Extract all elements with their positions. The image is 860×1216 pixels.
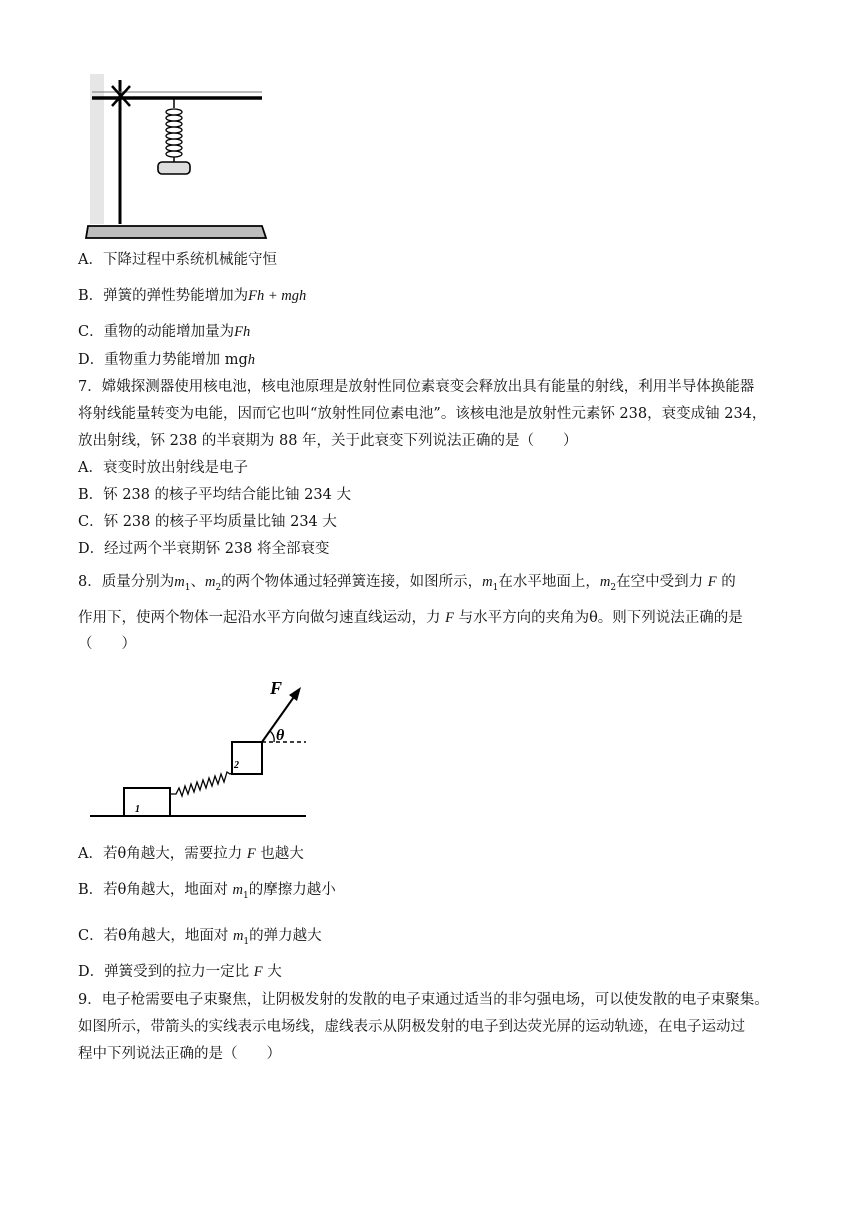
spring-blocks-figure bbox=[84, 670, 314, 828]
q8-option-c-text-2: 的弹力越大 bbox=[249, 928, 322, 944]
q7-option-b: B．钚 238 的核子平均结合能比铀 234 大 bbox=[78, 487, 351, 503]
q6-option-b-formula: Fh + mgh bbox=[248, 288, 307, 304]
q8-m1-symbol: m bbox=[174, 574, 185, 590]
q7-stem-line-2: 将射线能量转变为电能，因而它也叫“放射性同位素电池”。该核电池是放射性元素钚 238，衰变成铀 234， bbox=[78, 406, 767, 422]
q8-option-d-force: F bbox=[253, 964, 263, 980]
q8-stem-text-6: 的 bbox=[721, 574, 736, 590]
q8-option-c bbox=[78, 926, 322, 952]
q8-stem-text-7: 作用下，使两个物体一起沿水平方向做匀速直线运动，力 bbox=[78, 610, 441, 626]
q8-option-b-text: B．若θ角越大，地面对 bbox=[78, 882, 228, 898]
q8-option-a bbox=[78, 844, 304, 864]
q6-option-c-formula: Fh bbox=[234, 324, 251, 340]
q8-option-a-force: F bbox=[246, 846, 256, 862]
q7-option-a: A．衰变时放出射线是电子 bbox=[78, 460, 248, 476]
q9-stem-line-3: 程中下列说法正确的是（ ） bbox=[78, 1046, 281, 1062]
q8-stem-line-1 bbox=[78, 572, 736, 598]
q8-stem-text-3: 的两个物体通过轻弹簧连接，如图所示， bbox=[221, 574, 483, 590]
q8-m1-subscript-b: 1 bbox=[492, 582, 499, 593]
q8-m1-symbol-b: m bbox=[482, 574, 493, 590]
q6-option-b-text: B．弹簧的弹性势能增加为 bbox=[78, 288, 249, 304]
q6-option-d-formula: h bbox=[247, 352, 256, 368]
q8-force-symbol-b: F bbox=[445, 610, 454, 626]
q8-m2-subscript: 2 bbox=[215, 582, 222, 593]
q8-option-b-mass: m bbox=[232, 882, 243, 898]
q8-stem-text-5: 在空中受到力 bbox=[616, 574, 704, 590]
q8-option-a-text: A．若θ角越大，需要拉力 bbox=[78, 846, 243, 862]
q8-stem-line-2 bbox=[78, 608, 743, 628]
q8-m2-symbol: m bbox=[204, 574, 216, 590]
q8-m2-subscript-b: 2 bbox=[610, 582, 617, 593]
q9-stem-line-1: 9．电子枪需要电子束聚焦，让阴极发射的发散的电子束通过适当的非匀强电场，可以使发散的电子束聚集。 bbox=[78, 992, 769, 1008]
q8-option-b-subscript: 1 bbox=[242, 890, 249, 901]
q8-option-d-text: D．弹簧受到的拉力一定比 bbox=[78, 964, 250, 980]
q7-stem-line-1: 7．嫦娥探测器使用核电池，核电池原理是放射性同位素衰变会释放出具有能量的射线，利用半导体换能器 bbox=[78, 379, 755, 395]
q8-stem-text-4: 在水平地面上， bbox=[498, 574, 600, 590]
q6-option-c bbox=[78, 322, 250, 342]
fig-force-label: F bbox=[270, 678, 283, 698]
q9-stem-line-2: 如图所示，带箭头的实线表示电场线，虚线表示从阴极发射的电子到达荧光屏的运动轨迹，在电子运动过 bbox=[78, 1019, 745, 1035]
q8-stem-text-2: 、 bbox=[190, 574, 205, 590]
q8-option-b bbox=[78, 880, 336, 906]
q8-m2-symbol-b: m bbox=[599, 574, 611, 590]
q6-option-d-text: D．重物重力势能增加 mg bbox=[78, 352, 248, 368]
q8-option-c-text: C．若θ角越大，地面对 bbox=[78, 928, 229, 944]
q6-option-a: A．下降过程中系统机械能守恒 bbox=[78, 252, 277, 268]
q8-stem-text-1: 8．质量分别为 bbox=[78, 574, 175, 590]
q6-option-d bbox=[78, 350, 255, 370]
spring-stand-figure bbox=[84, 74, 270, 244]
q8-option-b-text-2: 的摩擦力越小 bbox=[248, 882, 336, 898]
q8-option-c-mass: m bbox=[232, 928, 244, 944]
q8-option-a-text-2: 也越大 bbox=[260, 846, 304, 862]
spring-coil bbox=[170, 772, 234, 796]
q8-option-c-subscript: 1 bbox=[243, 936, 250, 947]
q8-option-d-text-2: 大 bbox=[267, 964, 282, 980]
q8-stem-text-8: 与水平方向的夹角为θ。则下列说法正确的是 bbox=[458, 610, 743, 626]
q7-option-c: C．钚 238 的核子平均质量比铀 234 大 bbox=[78, 514, 337, 530]
fig-m2-label: 2 bbox=[234, 760, 239, 771]
q8-stem-line-3: （ ） bbox=[78, 636, 136, 652]
q8-force-symbol: F bbox=[707, 574, 717, 590]
fig-theta-label: θ bbox=[276, 727, 285, 744]
q7-stem-line-3: 放出射线，钚 238 的半衰期为 88 年，关于此衰变下列说法正确的是（ ） bbox=[78, 433, 578, 449]
q6-option-c-text: C．重物的动能增加量为 bbox=[78, 324, 235, 340]
q6-option-b bbox=[78, 286, 306, 306]
q7-option-d: D．经过两个半衰期钚 238 将全部衰变 bbox=[78, 541, 330, 557]
fig-m1-label: 1 bbox=[135, 804, 140, 815]
q8-option-d bbox=[78, 962, 282, 982]
q8-m1-subscript: 1 bbox=[184, 582, 191, 593]
